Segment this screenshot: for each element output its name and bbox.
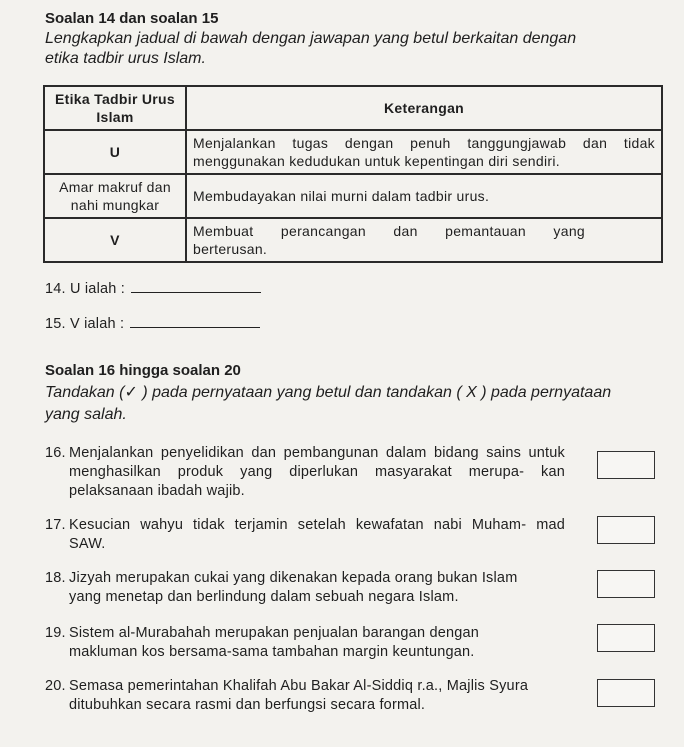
answer-blank-15[interactable] — [130, 313, 260, 328]
etika-cell: V — [44, 218, 186, 262]
instruction-text — [45, 30, 645, 68]
section2-instruction-line-2: yang salah. — [45, 406, 127, 423]
answer-box-19[interactable] — [597, 624, 655, 652]
question-14 — [45, 278, 261, 299]
keterangan-cell — [186, 130, 662, 174]
question-18 — [45, 569, 565, 607]
table-header-row — [44, 86, 662, 130]
question-line: ditubuhkan secara rasmi dan berfungsi secara formal. — [69, 697, 426, 713]
question-line: 17. Kesucian wahyu tidak terjamin setelah kewafatan nabi Muham- mad — [45, 517, 565, 533]
answer-box-16[interactable] — [597, 451, 655, 479]
answer-blank-14[interactable] — [131, 278, 261, 293]
keterangan-line: berterusan. — [193, 241, 268, 257]
question-line: SAW. — [69, 536, 106, 552]
answer-box-17[interactable] — [597, 516, 655, 544]
question-15 — [45, 313, 260, 334]
question-16 — [45, 444, 565, 501]
question-line: 19. Sistem al-Murabahah merupakan penjualan barangan dengan — [45, 625, 480, 641]
question-19 — [45, 624, 565, 662]
col-header-etika: Etika Tadbir Urus Islam — [44, 86, 186, 130]
keterangan-cell — [186, 174, 662, 218]
instruction-line-1: Lengkapkan jadual di bawah dengan jawapan yang betul berkaitan dengan — [45, 30, 577, 47]
etika-cell: U — [44, 130, 186, 174]
question-line: yang menetap dan berlindung dalam sebuah negara Islam. — [69, 589, 459, 605]
section2-instruction — [45, 382, 665, 424]
table-row — [44, 218, 662, 262]
col-header-keterangan: Keterangan — [186, 86, 662, 130]
question-17 — [45, 516, 565, 554]
question-line: 20. Semasa pemerintahan Khalifah Abu Bakar Al-Siddiq r.a., Majlis Syura — [45, 678, 529, 694]
question-line: 16. Menjalankan penyelidikan dan pembangunan dalam bidang sains untuk — [45, 445, 565, 461]
answer-box-20[interactable] — [597, 679, 655, 707]
question-20 — [45, 677, 585, 715]
etika-table — [43, 85, 663, 263]
question-line: pelaksanaan ibadah wajib. — [69, 483, 245, 499]
answer-box-18[interactable] — [597, 570, 655, 598]
keterangan-line: Menjalankan tugas dengan penuh tanggungjawab dan tidak — [193, 135, 655, 151]
keterangan-line: menggunakan kedudukan untuk kepentingan diri sendiri. — [193, 153, 560, 169]
etika-cell: Amar makruf dan nahi mungkar — [44, 174, 186, 218]
keterangan-line: Membuat perancangan dan pemantauan yang — [193, 223, 585, 239]
question-14-label: 14. U ialah : — [45, 281, 125, 297]
question-15-label: 15. V ialah : — [45, 316, 125, 332]
table-row — [44, 174, 662, 218]
question-line: makluman kos bersama-sama tambahan margin keuntungan. — [69, 644, 475, 660]
instruction-line-2: etika tadbir urus Islam. — [45, 50, 206, 67]
keterangan-line: Membudayakan nilai murni dalam tadbir urus. — [193, 188, 490, 204]
section-title-14-15: Soalan 14 dan soalan 15 — [45, 10, 219, 27]
section-title-16-20: Soalan 16 hingga soalan 20 — [45, 362, 241, 379]
table-row — [44, 130, 662, 174]
keterangan-cell — [186, 218, 662, 262]
question-line: 18. Jizyah merupakan cukai yang dikenakan kepada orang bukan Islam — [45, 570, 518, 586]
section2-instruction-line-1: Tandakan (✓ ) pada pernyataan yang betul dan tandakan ( X ) pada pernyataan — [45, 384, 612, 401]
question-line: menghasilkan produk yang diperlukan masyarakat merupa- kan — [69, 464, 565, 480]
